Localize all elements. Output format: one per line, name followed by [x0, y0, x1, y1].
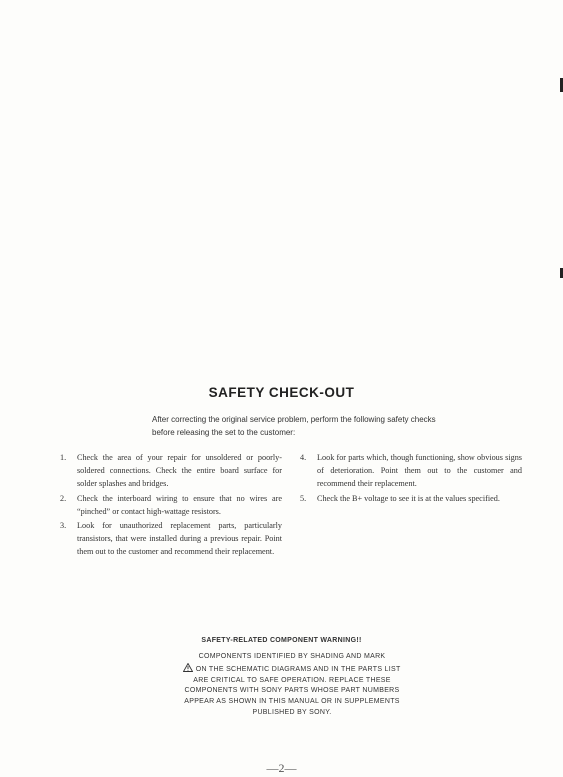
check-item-number: 3.: [60, 521, 67, 531]
checklist-left-column: [60, 451, 282, 560]
warning-heading: SAFETY-RELATED COMPONENT WARNING!!: [201, 637, 362, 644]
warning-triangle-icon: [183, 663, 193, 672]
check-item-4: [300, 451, 522, 491]
page-title: SAFETY CHECK-OUT: [208, 385, 355, 400]
check-item-text: Look for parts which, though functioning, show obvious signs of deterioration. Point them out to the customer and recommend their replacement.: [317, 453, 522, 489]
check-item-3: [60, 519, 282, 559]
check-item-text: Check the interboard wiring to ensure that no wires are “pinched” or contact high-wattage resistors.: [77, 493, 282, 516]
warning-line-1: COMPONENTS IDENTIFIED BY SHADING AND MARK: [198, 653, 386, 660]
check-item-number: 5.: [300, 493, 307, 503]
warning-body: [180, 652, 404, 719]
check-item-number: 2.: [60, 493, 67, 503]
check-item-text: Check the area of your repair for unsoldered or poorly-soldered connections. Check the entire board surface for solder splashes and bridges.: [77, 453, 282, 489]
intro-paragraph: After correcting the original service problem, perform the following safety checks before releasing the set to the customer:: [152, 415, 436, 437]
check-item-2: [60, 492, 282, 518]
check-item-5: [300, 492, 522, 505]
check-item-1: [60, 451, 282, 491]
page-number: —2—: [266, 761, 297, 775]
warning-text: ON THE SCHEMATIC DIAGRAMS AND IN THE PARTS LIST ARE CRITICAL TO SAFE OPERATION. REPLACE THESE COMPONENTS WITH SONY PARTS WHOSE PART NUMBERS APPEAR AS SHOWN IN THIS MANUAL OR IN SUPPLEMENTS PUBLISHED BY SONY.: [184, 665, 401, 716]
check-item-text: Check the B+ voltage to see it is at the values specified.: [317, 493, 500, 503]
check-item-number: 1.: [60, 453, 67, 462]
check-item-text: Look for unauthorized replacement parts, particularly transistors, that were installed during a previous repair. Point them out to the customer and recommend their replacement.: [77, 521, 282, 557]
check-item-number: 4.: [300, 453, 307, 462]
checklist-right-column: [300, 451, 522, 506]
